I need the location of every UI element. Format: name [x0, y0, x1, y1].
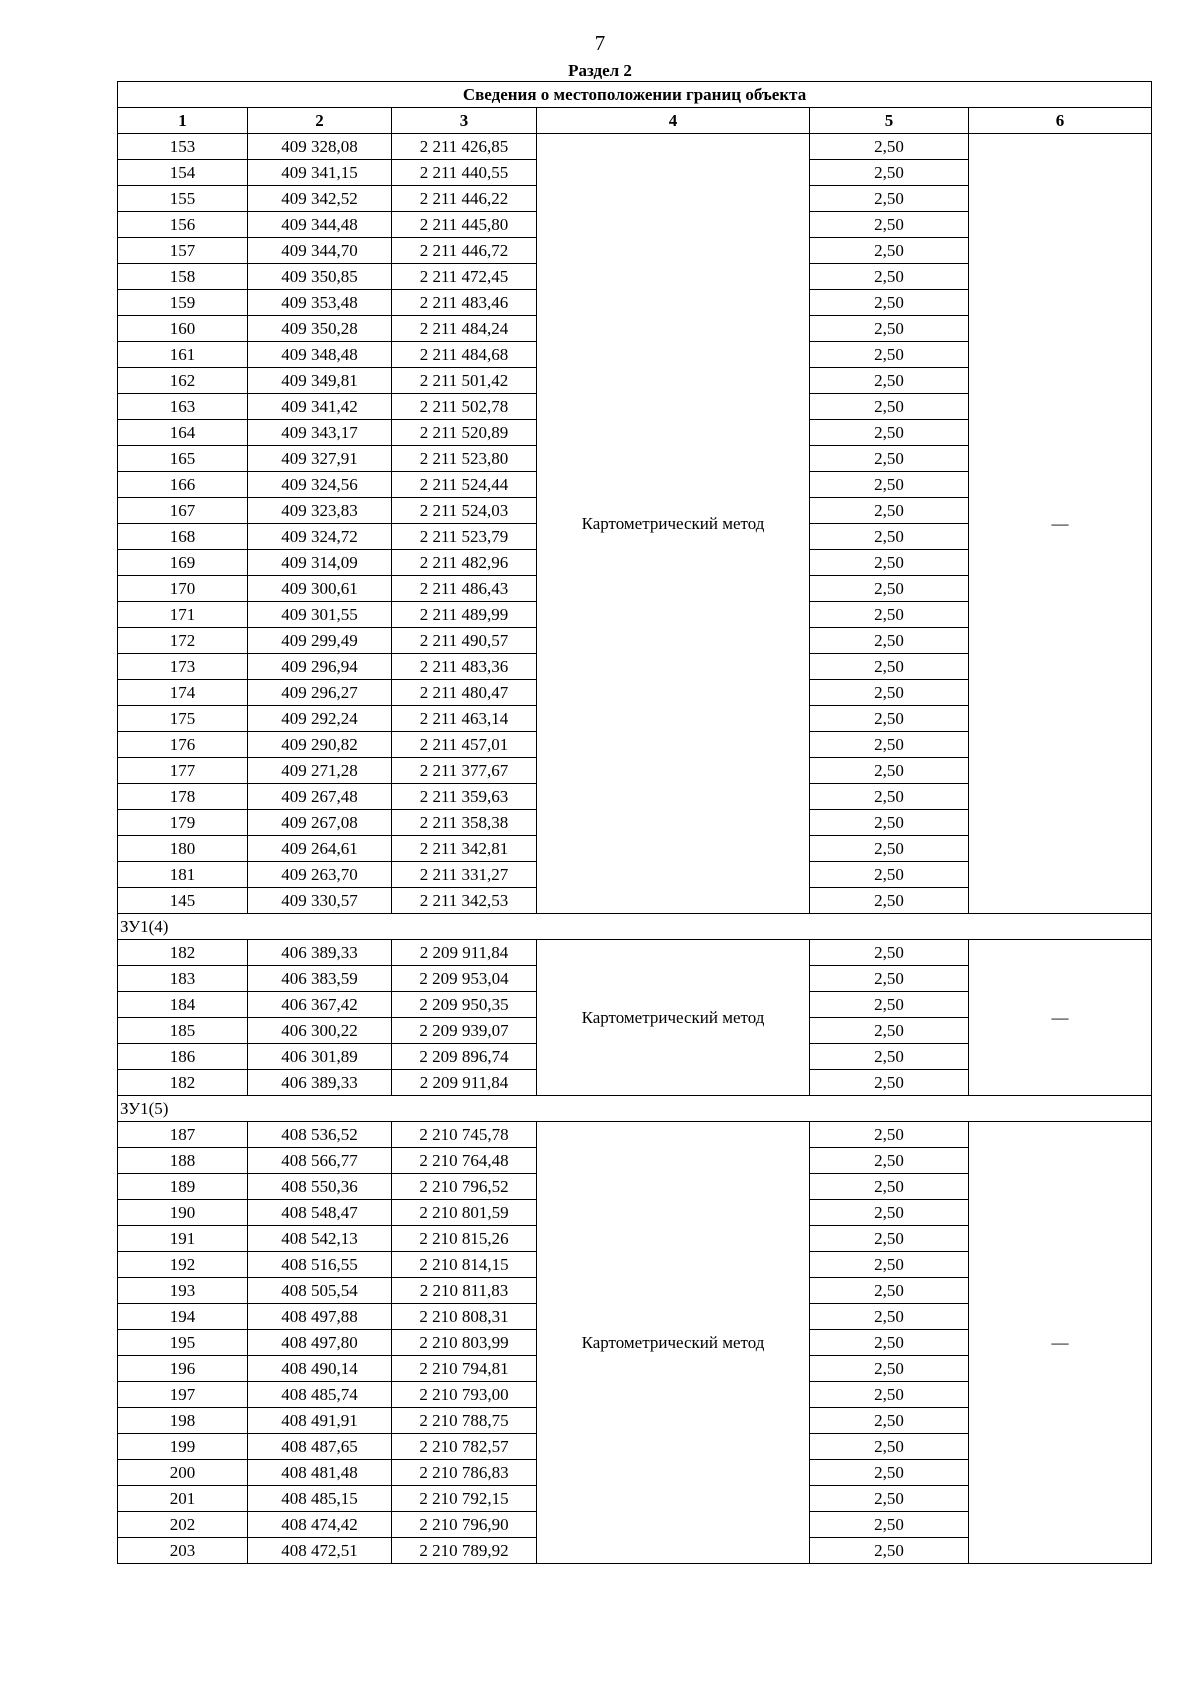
x-coordinate-cell: 409 341,42 — [248, 394, 392, 420]
x-coordinate-cell: 408 490,14 — [248, 1356, 392, 1382]
accuracy-cell: 2,50 — [810, 1512, 969, 1538]
accuracy-cell: 2,50 — [810, 1460, 969, 1486]
accuracy-cell: 2,50 — [810, 368, 969, 394]
group-label: ЗУ1(4) — [118, 914, 1152, 940]
point-number-cell: 160 — [118, 316, 248, 342]
accuracy-cell: 2,50 — [810, 1408, 969, 1434]
accuracy-cell: 2,50 — [810, 1304, 969, 1330]
x-coordinate-cell: 408 536,52 — [248, 1122, 392, 1148]
x-coordinate-cell: 408 550,36 — [248, 1174, 392, 1200]
column-header-4: 4 — [537, 108, 810, 134]
accuracy-cell: 2,50 — [810, 862, 969, 888]
y-coordinate-cell: 2 210 782,57 — [392, 1434, 537, 1460]
x-coordinate-cell: 409 296,27 — [248, 680, 392, 706]
y-coordinate-cell: 2 211 445,80 — [392, 212, 537, 238]
accuracy-cell: 2,50 — [810, 1174, 969, 1200]
y-coordinate-cell: 2 211 463,14 — [392, 706, 537, 732]
accuracy-cell: 2,50 — [810, 628, 969, 654]
point-number-cell: 172 — [118, 628, 248, 654]
method-cell: Картометрический метод — [537, 134, 810, 914]
y-coordinate-cell: 2 209 911,84 — [392, 940, 537, 966]
y-coordinate-cell: 2 211 524,44 — [392, 472, 537, 498]
point-number-cell: 145 — [118, 888, 248, 914]
accuracy-cell: 2,50 — [810, 134, 969, 160]
point-number-cell: 175 — [118, 706, 248, 732]
x-coordinate-cell: 409 323,83 — [248, 498, 392, 524]
point-number-cell: 178 — [118, 784, 248, 810]
accuracy-cell: 2,50 — [810, 212, 969, 238]
y-coordinate-cell: 2 211 484,68 — [392, 342, 537, 368]
x-coordinate-cell: 409 344,48 — [248, 212, 392, 238]
group-label-row — [118, 1096, 1152, 1122]
y-coordinate-cell: 2 211 446,72 — [392, 238, 537, 264]
point-number-cell: 164 — [118, 420, 248, 446]
section-title: Раздел 2 — [568, 61, 632, 80]
accuracy-cell: 2,50 — [810, 810, 969, 836]
x-coordinate-cell: 406 367,42 — [248, 992, 392, 1018]
accuracy-cell: 2,50 — [810, 1070, 969, 1096]
point-number-cell: 157 — [118, 238, 248, 264]
x-coordinate-cell: 409 296,94 — [248, 654, 392, 680]
y-coordinate-cell: 2 211 489,99 — [392, 602, 537, 628]
point-number-cell: 169 — [118, 550, 248, 576]
accuracy-cell: 2,50 — [810, 160, 969, 186]
point-number-cell: 181 — [118, 862, 248, 888]
x-coordinate-cell: 409 349,81 — [248, 368, 392, 394]
point-number-cell: 180 — [118, 836, 248, 862]
accuracy-cell: 2,50 — [810, 784, 969, 810]
y-coordinate-cell: 2 209 911,84 — [392, 1070, 537, 1096]
x-coordinate-cell: 409 292,24 — [248, 706, 392, 732]
point-number-cell: 196 — [118, 1356, 248, 1382]
y-coordinate-cell: 2 211 480,47 — [392, 680, 537, 706]
column-header-5: 5 — [810, 108, 969, 134]
accuracy-cell: 2,50 — [810, 498, 969, 524]
y-coordinate-cell: 2 211 483,36 — [392, 654, 537, 680]
y-coordinate-cell: 2 211 520,89 — [392, 420, 537, 446]
point-number-cell: 168 — [118, 524, 248, 550]
point-number-cell: 171 — [118, 602, 248, 628]
y-coordinate-cell: 2 211 342,81 — [392, 836, 537, 862]
y-coordinate-cell: 2 211 490,57 — [392, 628, 537, 654]
accuracy-cell: 2,50 — [810, 1044, 969, 1070]
x-coordinate-cell: 406 389,33 — [248, 940, 392, 966]
x-coordinate-cell: 409 350,85 — [248, 264, 392, 290]
point-number-cell: 184 — [118, 992, 248, 1018]
point-number-cell: 203 — [118, 1538, 248, 1564]
accuracy-cell: 2,50 — [810, 1018, 969, 1044]
table-header-row — [118, 108, 1152, 134]
y-coordinate-cell: 2 210 796,90 — [392, 1512, 537, 1538]
y-coordinate-cell: 2 210 796,52 — [392, 1174, 537, 1200]
point-number-cell: 174 — [118, 680, 248, 706]
x-coordinate-cell: 408 505,54 — [248, 1278, 392, 1304]
accuracy-cell: 2,50 — [810, 940, 969, 966]
accuracy-cell: 2,50 — [810, 420, 969, 446]
y-coordinate-cell: 2 210 786,83 — [392, 1460, 537, 1486]
y-coordinate-cell: 2 211 426,85 — [392, 134, 537, 160]
point-number-cell: 200 — [118, 1460, 248, 1486]
x-coordinate-cell: 409 343,17 — [248, 420, 392, 446]
x-coordinate-cell: 408 485,15 — [248, 1486, 392, 1512]
x-coordinate-cell: 409 290,82 — [248, 732, 392, 758]
x-coordinate-cell: 409 353,48 — [248, 290, 392, 316]
boundary-coordinates-table — [117, 81, 1152, 1564]
x-coordinate-cell: 409 263,70 — [248, 862, 392, 888]
point-number-cell: 193 — [118, 1278, 248, 1304]
table-row — [118, 940, 1152, 966]
x-coordinate-cell: 408 485,74 — [248, 1382, 392, 1408]
point-number-cell: 158 — [118, 264, 248, 290]
y-coordinate-cell: 2 210 803,99 — [392, 1330, 537, 1356]
x-coordinate-cell: 409 301,55 — [248, 602, 392, 628]
table-row — [118, 134, 1152, 160]
point-number-cell: 170 — [118, 576, 248, 602]
y-coordinate-cell: 2 211 359,63 — [392, 784, 537, 810]
y-coordinate-cell: 2 210 814,15 — [392, 1252, 537, 1278]
x-coordinate-cell: 409 271,28 — [248, 758, 392, 784]
accuracy-cell: 2,50 — [810, 1252, 969, 1278]
accuracy-cell: 2,50 — [810, 1148, 969, 1174]
y-coordinate-cell: 2 211 331,27 — [392, 862, 537, 888]
point-number-cell: 188 — [118, 1148, 248, 1174]
accuracy-cell: 2,50 — [810, 1382, 969, 1408]
point-number-cell: 176 — [118, 732, 248, 758]
point-number-cell: 162 — [118, 368, 248, 394]
y-coordinate-cell: 2 211 446,22 — [392, 186, 537, 212]
x-coordinate-cell: 409 264,61 — [248, 836, 392, 862]
point-number-cell: 182 — [118, 1070, 248, 1096]
y-coordinate-cell: 2 211 523,79 — [392, 524, 537, 550]
y-coordinate-cell: 2 211 482,96 — [392, 550, 537, 576]
x-coordinate-cell: 408 516,55 — [248, 1252, 392, 1278]
accuracy-cell: 2,50 — [810, 992, 969, 1018]
point-number-cell: 154 — [118, 160, 248, 186]
point-number-cell: 186 — [118, 1044, 248, 1070]
y-coordinate-cell: 2 210 794,81 — [392, 1356, 537, 1382]
x-coordinate-cell: 406 389,33 — [248, 1070, 392, 1096]
accuracy-cell: 2,50 — [810, 394, 969, 420]
point-number-cell: 173 — [118, 654, 248, 680]
y-coordinate-cell: 2 211 523,80 — [392, 446, 537, 472]
x-coordinate-cell: 408 497,80 — [248, 1330, 392, 1356]
table-caption-row — [118, 82, 1152, 108]
point-number-cell: 165 — [118, 446, 248, 472]
accuracy-cell: 2,50 — [810, 836, 969, 862]
point-number-cell: 202 — [118, 1512, 248, 1538]
y-coordinate-cell: 2 211 377,67 — [392, 758, 537, 784]
x-coordinate-cell: 409 314,09 — [248, 550, 392, 576]
x-coordinate-cell: 409 300,61 — [248, 576, 392, 602]
y-coordinate-cell: 2 210 789,92 — [392, 1538, 537, 1564]
table-row — [118, 1122, 1152, 1148]
x-coordinate-cell: 409 348,48 — [248, 342, 392, 368]
y-coordinate-cell: 2 211 502,78 — [392, 394, 537, 420]
point-number-cell: 199 — [118, 1434, 248, 1460]
group-label: ЗУ1(5) — [118, 1096, 1152, 1122]
accuracy-cell: 2,50 — [810, 1200, 969, 1226]
x-coordinate-cell: 408 566,77 — [248, 1148, 392, 1174]
x-coordinate-cell: 408 491,91 — [248, 1408, 392, 1434]
column-header-3: 3 — [392, 108, 537, 134]
accuracy-cell: 2,50 — [810, 264, 969, 290]
x-coordinate-cell: 406 300,22 — [248, 1018, 392, 1044]
y-coordinate-cell: 2 211 524,03 — [392, 498, 537, 524]
point-number-cell: 190 — [118, 1200, 248, 1226]
y-coordinate-cell: 2 211 501,42 — [392, 368, 537, 394]
y-coordinate-cell: 2 210 793,00 — [392, 1382, 537, 1408]
x-coordinate-cell: 409 267,48 — [248, 784, 392, 810]
x-coordinate-cell: 409 350,28 — [248, 316, 392, 342]
x-coordinate-cell: 408 472,51 — [248, 1538, 392, 1564]
y-coordinate-cell: 2 211 484,24 — [392, 316, 537, 342]
point-number-cell: 187 — [118, 1122, 248, 1148]
column-6-cell: — — [969, 1122, 1152, 1564]
x-coordinate-cell: 406 301,89 — [248, 1044, 392, 1070]
point-number-cell: 159 — [118, 290, 248, 316]
accuracy-cell: 2,50 — [810, 1330, 969, 1356]
point-number-cell: 201 — [118, 1486, 248, 1512]
point-number-cell: 194 — [118, 1304, 248, 1330]
accuracy-cell: 2,50 — [810, 888, 969, 914]
accuracy-cell: 2,50 — [810, 550, 969, 576]
x-coordinate-cell: 408 497,88 — [248, 1304, 392, 1330]
accuracy-cell: 2,50 — [810, 576, 969, 602]
column-6-cell: — — [969, 940, 1152, 1096]
y-coordinate-cell: 2 211 342,53 — [392, 888, 537, 914]
accuracy-cell: 2,50 — [810, 238, 969, 264]
x-coordinate-cell: 409 344,70 — [248, 238, 392, 264]
accuracy-cell: 2,50 — [810, 472, 969, 498]
accuracy-cell: 2,50 — [810, 1226, 969, 1252]
accuracy-cell: 2,50 — [810, 342, 969, 368]
y-coordinate-cell: 2 210 815,26 — [392, 1226, 537, 1252]
accuracy-cell: 2,50 — [810, 1122, 969, 1148]
x-coordinate-cell: 408 487,65 — [248, 1434, 392, 1460]
x-coordinate-cell: 408 542,13 — [248, 1226, 392, 1252]
accuracy-cell: 2,50 — [810, 1278, 969, 1304]
y-coordinate-cell: 2 211 472,45 — [392, 264, 537, 290]
column-header-1: 1 — [118, 108, 248, 134]
x-coordinate-cell: 409 341,15 — [248, 160, 392, 186]
accuracy-cell: 2,50 — [810, 654, 969, 680]
x-coordinate-cell: 409 330,57 — [248, 888, 392, 914]
point-number-cell: 183 — [118, 966, 248, 992]
point-number-cell: 182 — [118, 940, 248, 966]
x-coordinate-cell: 409 327,91 — [248, 446, 392, 472]
y-coordinate-cell: 2 210 792,15 — [392, 1486, 537, 1512]
point-number-cell: 179 — [118, 810, 248, 836]
point-number-cell: 189 — [118, 1174, 248, 1200]
x-coordinate-cell: 409 267,08 — [248, 810, 392, 836]
y-coordinate-cell: 2 211 457,01 — [392, 732, 537, 758]
y-coordinate-cell: 2 210 764,48 — [392, 1148, 537, 1174]
accuracy-cell: 2,50 — [810, 290, 969, 316]
y-coordinate-cell: 2 209 950,35 — [392, 992, 537, 1018]
column-6-cell: — — [969, 134, 1152, 914]
y-coordinate-cell: 2 211 486,43 — [392, 576, 537, 602]
y-coordinate-cell: 2 210 801,59 — [392, 1200, 537, 1226]
page-number: 7 — [594, 31, 606, 55]
x-coordinate-cell: 406 383,59 — [248, 966, 392, 992]
accuracy-cell: 2,50 — [810, 446, 969, 472]
y-coordinate-cell: 2 210 745,78 — [392, 1122, 537, 1148]
method-cell: Картометрический метод — [537, 1122, 810, 1564]
point-number-cell: 166 — [118, 472, 248, 498]
x-coordinate-cell: 409 324,72 — [248, 524, 392, 550]
point-number-cell: 156 — [118, 212, 248, 238]
accuracy-cell: 2,50 — [810, 316, 969, 342]
y-coordinate-cell: 2 209 953,04 — [392, 966, 537, 992]
point-number-cell: 192 — [118, 1252, 248, 1278]
column-header-6: 6 — [969, 108, 1152, 134]
y-coordinate-cell: 2 209 896,74 — [392, 1044, 537, 1070]
method-cell: Картометрический метод — [537, 940, 810, 1096]
point-number-cell: 185 — [118, 1018, 248, 1044]
table-body — [118, 82, 1152, 1564]
point-number-cell: 198 — [118, 1408, 248, 1434]
point-number-cell: 195 — [118, 1330, 248, 1356]
table-caption: Сведения о местоположении границ объекта — [118, 82, 1152, 108]
y-coordinate-cell: 2 211 440,55 — [392, 160, 537, 186]
accuracy-cell: 2,50 — [810, 1356, 969, 1382]
accuracy-cell: 2,50 — [810, 1486, 969, 1512]
accuracy-cell: 2,50 — [810, 1538, 969, 1564]
x-coordinate-cell: 408 481,48 — [248, 1460, 392, 1486]
accuracy-cell: 2,50 — [810, 732, 969, 758]
y-coordinate-cell: 2 210 788,75 — [392, 1408, 537, 1434]
point-number-cell: 161 — [118, 342, 248, 368]
accuracy-cell: 2,50 — [810, 706, 969, 732]
accuracy-cell: 2,50 — [810, 758, 969, 784]
x-coordinate-cell: 409 324,56 — [248, 472, 392, 498]
accuracy-cell: 2,50 — [810, 1434, 969, 1460]
accuracy-cell: 2,50 — [810, 186, 969, 212]
point-number-cell: 163 — [118, 394, 248, 420]
y-coordinate-cell: 2 210 811,83 — [392, 1278, 537, 1304]
accuracy-cell: 2,50 — [810, 524, 969, 550]
point-number-cell: 153 — [118, 134, 248, 160]
point-number-cell: 155 — [118, 186, 248, 212]
point-number-cell: 191 — [118, 1226, 248, 1252]
accuracy-cell: 2,50 — [810, 602, 969, 628]
x-coordinate-cell: 409 328,08 — [248, 134, 392, 160]
column-header-2: 2 — [248, 108, 392, 134]
x-coordinate-cell: 409 299,49 — [248, 628, 392, 654]
accuracy-cell: 2,50 — [810, 966, 969, 992]
accuracy-cell: 2,50 — [810, 680, 969, 706]
x-coordinate-cell: 408 548,47 — [248, 1200, 392, 1226]
y-coordinate-cell: 2 211 358,38 — [392, 810, 537, 836]
point-number-cell: 167 — [118, 498, 248, 524]
y-coordinate-cell: 2 211 483,46 — [392, 290, 537, 316]
x-coordinate-cell: 409 342,52 — [248, 186, 392, 212]
y-coordinate-cell: 2 210 808,31 — [392, 1304, 537, 1330]
y-coordinate-cell: 2 209 939,07 — [392, 1018, 537, 1044]
point-number-cell: 177 — [118, 758, 248, 784]
point-number-cell: 197 — [118, 1382, 248, 1408]
group-label-row — [118, 914, 1152, 940]
x-coordinate-cell: 408 474,42 — [248, 1512, 392, 1538]
